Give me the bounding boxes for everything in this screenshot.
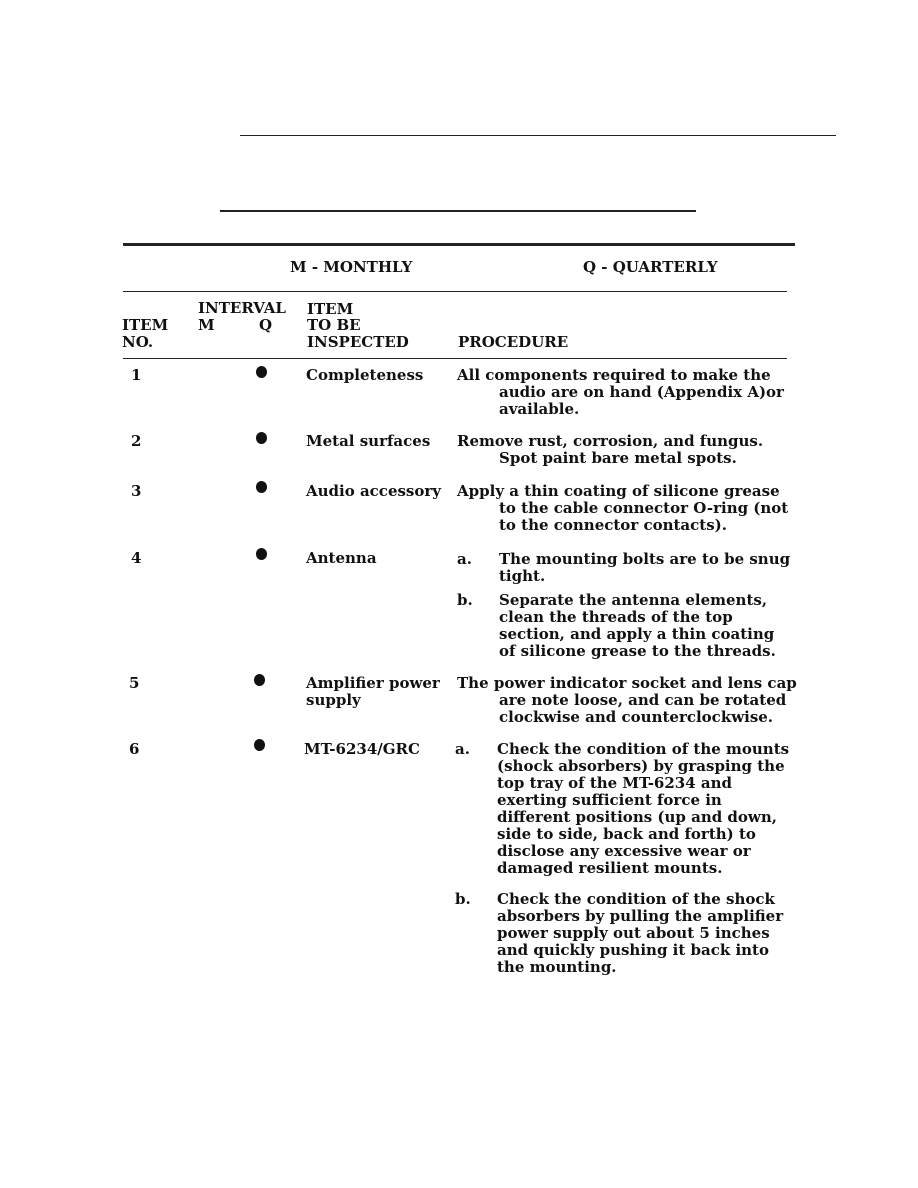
procedure-text: Remove rust, corrosion, and fungus. Spot paint bare metal spots. <box>457 432 764 467</box>
col-interval-m: M <box>198 316 215 334</box>
legend-rule <box>123 291 787 292</box>
title-rule-top <box>240 135 836 136</box>
item-no: 2 <box>131 432 142 450</box>
step-letter: b. <box>455 890 471 908</box>
quarterly-dot <box>254 674 265 686</box>
procedure-step: a. The mounting bolts are to be snug tight. <box>457 550 791 585</box>
item-inspected: Completeness <box>306 366 424 384</box>
item-inspected: Antenna <box>306 549 377 567</box>
legend-monthly: M - MONTHLY <box>290 258 413 276</box>
header-rule <box>123 358 787 359</box>
quarterly-dot <box>256 432 267 444</box>
col-interval: INTERVAL <box>198 299 286 317</box>
item-no: 4 <box>131 549 142 567</box>
quarterly-dot <box>256 548 267 560</box>
procedure-step: b. Check the condition of the shock absorbers by pulling the amplifier power supply out about 5 inches and quickly pushing it back into the mounting. <box>455 890 784 976</box>
item-inspected: MT-6234/GRC <box>304 740 420 758</box>
col-item-line1: ITEM <box>122 316 169 334</box>
item-inspected: Audio accessory <box>306 482 441 500</box>
col-inspected-line2: TO BE <box>307 316 361 334</box>
table-top-rule <box>123 243 795 246</box>
item-inspected-cont: supply <box>306 691 361 709</box>
quarterly-dot <box>256 481 267 493</box>
col-inspected-line1: ITEM <box>307 300 354 318</box>
procedure-step: b. Separate the antenna elements, clean the threads of the top section, and apply a thin coating of silicone grease to the threads. <box>457 591 776 660</box>
legend-quarterly: Q - QUARTERLY <box>583 258 718 276</box>
item-no: 5 <box>129 674 140 692</box>
procedure-text: All components required to make the audio are on hand (Appendix A)or available. <box>457 366 784 418</box>
procedure-text: Apply a thin coating of silicone grease to the cable connector O-ring (not to the connector contacts). <box>457 482 789 534</box>
item-inspected: Metal surfaces <box>306 432 431 450</box>
col-procedure: PROCEDURE <box>458 333 569 351</box>
col-interval-q: Q <box>259 316 273 334</box>
step-letter: a. <box>455 740 470 758</box>
col-inspected-line3: INSPECTED <box>307 333 409 351</box>
item-inspected: Amplifier power <box>306 674 440 692</box>
item-no: 3 <box>131 482 142 500</box>
title-rule-sub <box>220 210 696 212</box>
step-letter: a. <box>457 550 472 568</box>
quarterly-dot <box>256 366 267 378</box>
col-item-line2: NO. <box>122 333 154 351</box>
quarterly-dot <box>254 739 265 751</box>
item-no: 1 <box>131 366 142 384</box>
procedure-step: a. Check the condition of the mounts (shock absorbers) by grasping the top tray of the MT-6234 and exerting sufficient force in different positions (up and down, side to side, back and forth) to disclose any excessive wear or damaged resilient mounts. <box>455 740 790 877</box>
step-letter: b. <box>457 591 473 609</box>
procedure-text: The power indicator socket and lens cap are note loose, and can be rotated clockwise and counterclockwise. <box>457 674 797 726</box>
item-no: 6 <box>129 740 140 758</box>
